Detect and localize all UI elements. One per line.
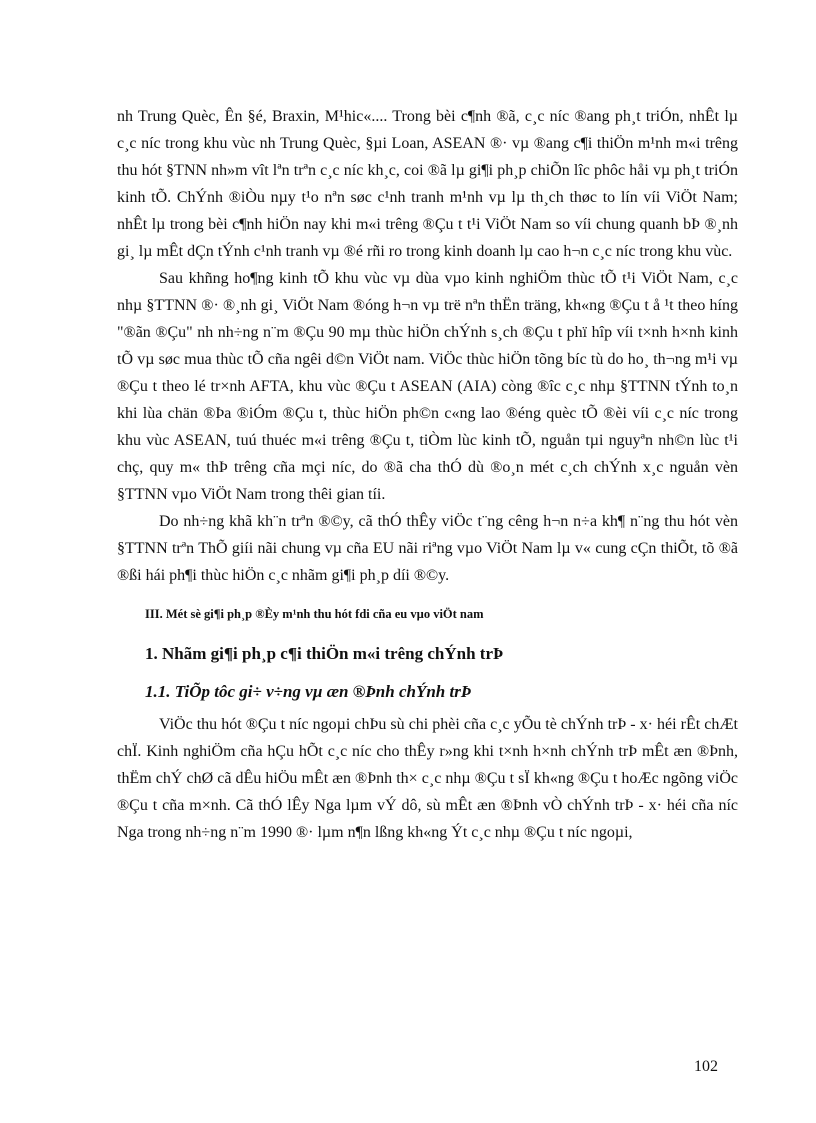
paragraph-3: Do nh÷ng khã kh¨n trªn ®©y, cã thÓ thÊy viÖc t¨ng cêng h¬n n÷a kh¶ n¨ng thu hót vèn §TTNN trªn ThÕ giíi nãi chung vµ cña EU nãi riªng vµo ViÖt Nam lµ v« cung cÇn thiÕt, tõ ®ã ®ßi hái ph¶i thùc hiÖn c¸c nhãm gi¶i ph¸p díi ®©y. <box>117 513 738 584</box>
subsubsection-heading: 1.1. TiÕp tôc gi÷ v÷ng vµ æn ®Þnh chÝnh trÞ <box>145 682 472 701</box>
paragraph-1: nh Trung Quèc, Ên §é, Braxin, M¹hic«.... Trong bèi c¶nh ®ã, c¸c níc ®ang ph¸t triÓn, nhÊt lµ c¸c níc trong khu vùc nh Trung Quèc, §µi Loan, ASEAN ®· vµ ®ang c¶i thiÖn m¹nh m«i trêng thu hót §TNN nh»m vît lªn trªn c¸c níc kh¸c, coi ®ã lµ gi¶i ph¸p chiÕn lîc phôc håi vµ ph¸t triÓn kinh tÕ. ChÝnh ®iÒu nµy t¹o nªn søc c¹nh tranh m¹nh vµ lµ th¸ch thøc to lín víi ViÖt Nam; nhÊt lµ trong bèi c¶nh hiÖn nay khi m«i trêng ®Çu t t¹i ViÖt Nam so víi chung quanh bÞ ®¸nh gi¸ lµ mÊt dÇn tÝnh c¹nh tranh vµ ®é rñi ro trong kinh doanh lµ cao h¬n c¸c níc trong khu vùc. <box>117 108 738 260</box>
body-text <box>117 103 738 846</box>
page-number: 102 <box>694 1058 718 1075</box>
paragraph-4: ViÖc thu hót ®Çu t níc ngoµi chÞu sù chi phèi cña c¸c yÕu tè chÝnh trÞ - x· héi rÊt chÆt chÏ. Kinh nghiÖm cña hÇu hÕt c¸c níc cho thÊy r»ng khi t×nh h×nh chÝnh trÞ mÊt æn ®Þnh, thËm chÝ chØ cã dÊu hiÖu mÊt æn ®Þnh th× c¸c nhµ ®Çu t sÏ kh«ng ®Çu t hoÆc ngõng viÖc ®Çu t cña m×nh. Cã thÓ lÊy Nga lµm vÝ dô, sù mÊt æn ®Þnh vÒ chÝnh trÞ - x· héi cña níc Nga trong nh÷ng n¨m 1990 ®· lµm n¶n lßng kh«ng Ýt c¸c nhµ ®Çu t níc ngoµi, <box>117 716 738 841</box>
paragraph-2: Sau khñng ho¶ng kinh tÕ khu vùc vµ dùa vµo kinh nghiÖm thùc tÕ t¹i ViÖt Nam, c¸c nhµ §TTNN ®· ®¸nh gi¸ ViÖt Nam ®óng h¬n vµ trë nªn thËn träng, kh«ng ®Çu t å ¹t theo híng "®ãn ®Çu" nh nh÷ng n¨m ®Çu 90 mµ thùc hiÖn chÝnh s¸ch ®Çu t phï hîp víi t×nh h×nh kinh tÕ vµ søc mua thùc tÕ cña ngêi d©n ViÖt nam. ViÖc thùc hiÖn tõng bíc tù do ho¸ th¬ng m¹i vµ ®Çu t theo lé tr×nh AFTA, khu vùc ®Çu t ASEAN (AIA) còng ®îc c¸c nhµ §TTNN tÝnh to¸n khi lùa chän ®Þa ®iÓm ®Çu t, thùc hiÖn ph©n c«ng lao ®éng quèc tÕ ®èi víi c¸c níc trong khu vùc ASEAN, tuú thuéc m«i trêng ®Çu t, tiÒm lùc kinh tÕ, nguån tµi nguyªn nh©n lùc t¹i chç, quy m« thÞ trêng cña mçi níc, do ®ã cha thÓ dù ®o¸n mét c¸ch chÝnh x¸c nguån vèn §TTNN vµo ViÖt Nam trong thêi gian tíi. <box>117 270 738 503</box>
subsection-heading: 1. Nhãm gi¶i ph¸p c¶i thiÖn m«i trêng chÝnh trÞ <box>145 644 504 663</box>
section-heading: III. Mét sè gi¶i ph¸p ®Èy m¹nh thu hót fdi cña eu vµo viÖt nam <box>145 607 484 621</box>
